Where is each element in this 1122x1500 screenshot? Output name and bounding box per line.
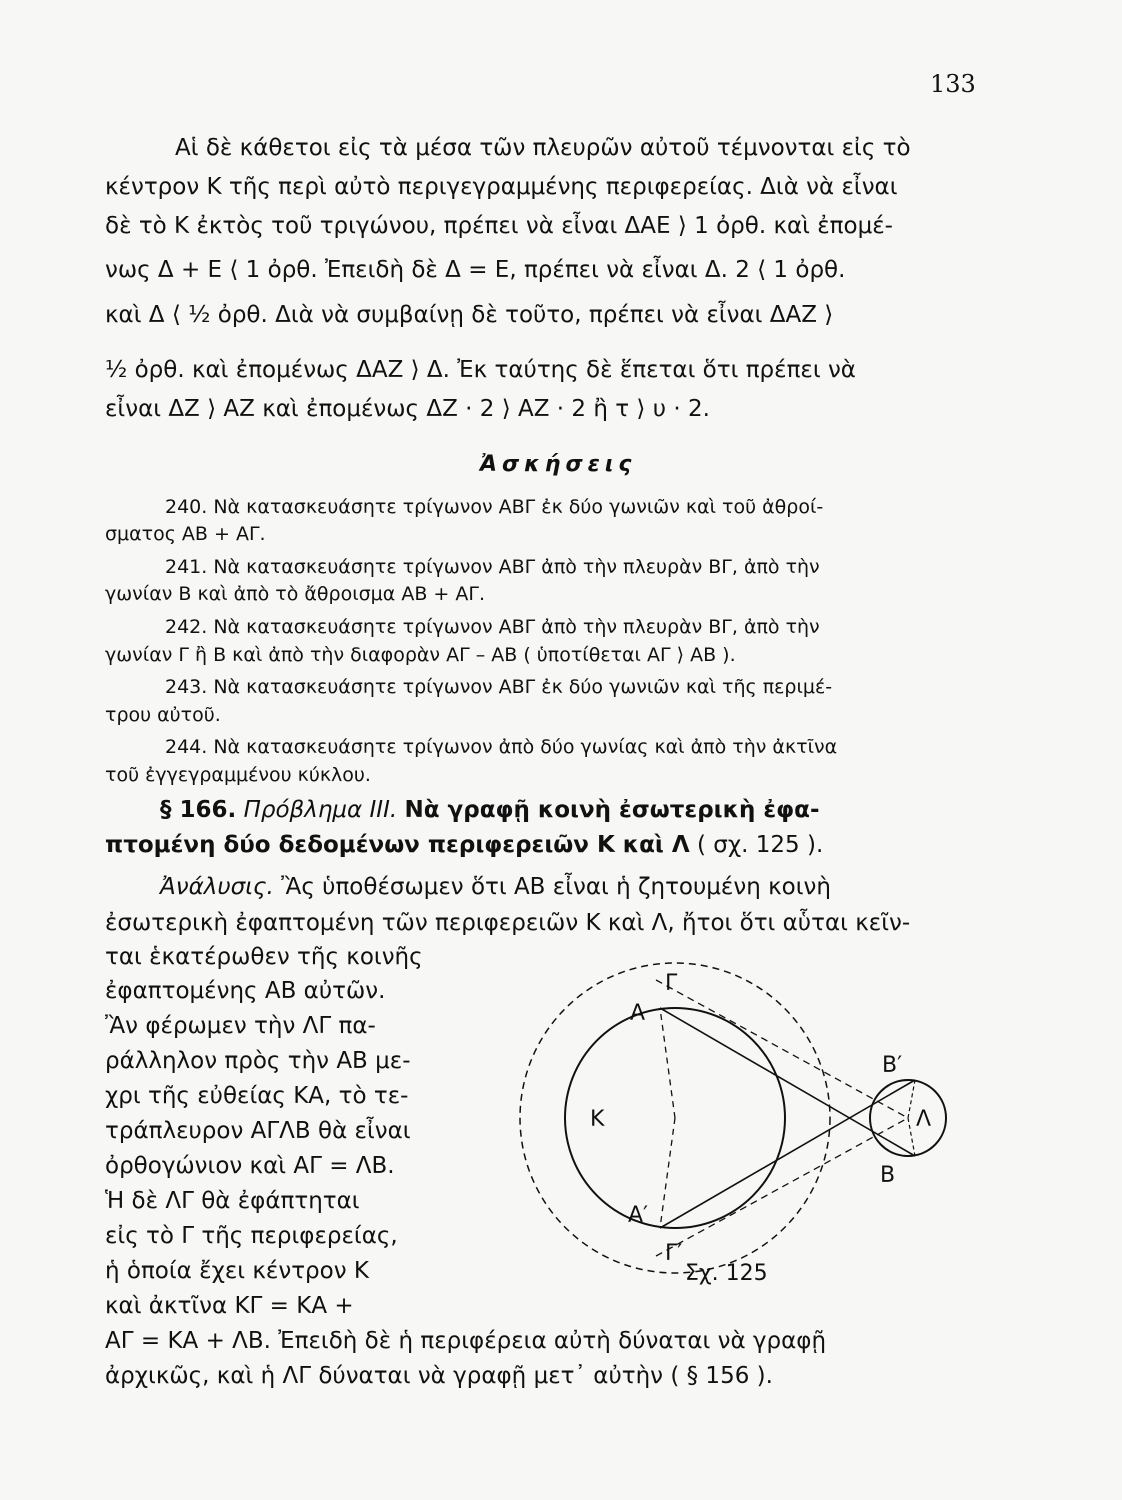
text-line-3: δὲ τὸ Κ ἐκτὸς τοῦ τριγώνου, πρέπει νὰ εἶναι ΔΑΕ ⟩ 1 ὀρθ. καὶ ἐπομέ- xyxy=(105,213,893,239)
label-a: Α xyxy=(630,1001,646,1026)
text-line-4: νως Δ + Ε ⟨ 1 ὀρθ. Ἐπειδὴ δὲ Δ = Ε, πρέπει νὰ εἶναι Δ. 2 ⟨ 1 ὀρθ. xyxy=(105,257,846,283)
page-number: 133 xyxy=(930,70,976,98)
exercise-line: 242. Νὰ κατασκευάσητε τρίγωνον ΑΒΓ ἀπὸ τὴν πλευρὰν ΒΓ, ἀπὸ τὴν xyxy=(165,616,820,638)
analysis-line: χρι τῆς εὐθείας ΚΑ, τὸ τε- xyxy=(105,1083,409,1109)
analysis-line: ΑΓ = ΚΑ + ΛΒ. Ἐπειδὴ δὲ ἡ περιφέρεια αὐτὴ δύναται νὰ γραφῇ xyxy=(105,1328,827,1354)
exercise-line: τρου αὐτοῦ. xyxy=(105,704,221,726)
exercise-line: γωνίαν Β καὶ ἀπὸ τὸ ἄθροισμα ΑΒ + ΑΓ. xyxy=(105,583,485,605)
analysis-line: ράλληλον πρὸς τὴν ΑΒ με- xyxy=(105,1048,411,1074)
line-gamma-prime-lambda xyxy=(656,1118,908,1256)
text-line-6: ½ ὀρθ. καὶ ἐπομένως ΔΑΖ ⟩ Δ. Ἐκ ταύτης δὲ ἕπεται ὅτι πρέπει νὰ xyxy=(105,357,856,383)
label-gamma-prime: Γ′ xyxy=(665,1241,683,1266)
analysis-line: ἐφαπτομένης ΑΒ αὐτῶν. xyxy=(105,978,386,1004)
label-b-prime: Β′ xyxy=(882,1053,903,1078)
label-k: Κ xyxy=(590,1107,605,1132)
analysis-line: Ἂν φέρωμεν τὴν ΛΓ πα- xyxy=(105,1013,376,1039)
text-line-2: κέντρον Κ τῆς περὶ αὐτὸ περιγεγραμμένης περιφερείας. Διὰ νὰ εἶναι xyxy=(105,174,898,200)
analysis-line: εἰς τὸ Γ τῆς περιφερείας, xyxy=(105,1223,398,1249)
problem-label: Πρόβλημα ΙΙΙ. xyxy=(243,797,398,823)
exercises-heading: Ἀσκήσεις xyxy=(480,452,637,477)
problem-title-ref: ( σχ. 125 ). xyxy=(697,832,824,858)
line-gamma-lambda xyxy=(656,980,908,1118)
analysis-label: Ἀνάλυσις. xyxy=(160,874,274,900)
analysis-line: τράπλευρον ΑΓΛΒ θὰ εἶναι xyxy=(105,1118,411,1144)
problem-heading-line-1 xyxy=(160,795,820,825)
text-line-7: εἶναι ΔΖ ⟩ ΑΖ καὶ ἐπομένως ΔΖ · 2 ⟩ ΑΖ · 2 ἢ τ ⟩ υ · 2. xyxy=(105,396,710,422)
problem-title-2: πτομένη δύο δεδομένων περιφερειῶν Κ καὶ Λ xyxy=(105,832,690,858)
exercise-line: 240. Νὰ κατασκευάσητε τρίγωνον ΑΒΓ ἐκ δύο γωνιῶν καὶ τοῦ ἀθροί- xyxy=(165,496,824,518)
analysis-line-1 xyxy=(160,872,831,902)
analysis-line: Ἡ δὲ ΛΓ θὰ ἐφάπτηται xyxy=(105,1188,360,1214)
analysis-line: ται ἑκατέρωθεν τῆς κοινῆς xyxy=(105,944,423,970)
tangent-a-prime-b-prime xyxy=(660,1080,915,1228)
figure-125 xyxy=(470,960,990,1290)
label-a-prime: Α′ xyxy=(628,1203,649,1228)
analysis-line: ὀρθογώνιον καὶ ΑΓ = ΛΒ. xyxy=(105,1153,395,1179)
label-b: Β xyxy=(880,1163,896,1188)
exercise-line: τοῦ ἐγγεγραμμένου κύκλου. xyxy=(105,764,371,786)
exercise-line: 243. Νὰ κατασκευάσητε τρίγωνον ΑΒΓ ἐκ δύο γωνιῶν καὶ τῆς περιμέ- xyxy=(165,676,833,698)
tangent-a-b xyxy=(660,1008,915,1156)
problem-number: § 166. xyxy=(160,797,237,823)
label-gamma: Γ xyxy=(665,971,678,996)
problem-title-1: Νὰ γραφῇ κοινὴ ἐσωτερικὴ ἐφα- xyxy=(404,797,820,823)
exercise-line: 244. Νὰ κατασκευάσητε τρίγωνον ἀπὸ δύο γωνίας καὶ ἀπὸ τὴν ἀκτῖνα xyxy=(165,736,838,758)
exercise-line: 241. Νὰ κατασκευάσητε τρίγωνον ΑΒΓ ἀπὸ τὴν πλευρὰν ΒΓ, ἀπὸ τὴν xyxy=(165,556,820,578)
text-line-1: Αἱ δὲ κάθετοι εἰς τὰ μέσα τῶν πλευρῶν αὐτοῦ τέμνονται εἰς τὸ xyxy=(175,135,911,161)
radius-lambda-b-prime xyxy=(908,1080,915,1118)
analysis-line: ἡ ὁποία ἔχει κέντρον Κ xyxy=(105,1258,369,1284)
text-line-5: καὶ Δ ⟨ ½ ὀρθ. Διὰ νὰ συμβαίνῃ δὲ τοῦτο, πρέπει νὰ εἶναι ΔΑΖ ⟩ xyxy=(105,302,834,328)
analysis-first-line: Ἂς ὑποθέσωμεν ὅτι ΑΒ εἶναι ἡ ζητουμένη κοινὴ xyxy=(281,874,831,900)
radius-k-a-prime xyxy=(660,1118,675,1228)
radius-lambda-b xyxy=(908,1118,915,1156)
exercise-line: γωνίαν Γ ἢ Β καὶ ἀπὸ τὴν διαφορὰν ΑΓ – ΑΒ ( ὑποτίθεται ΑΓ ⟩ ΑΒ ). xyxy=(105,644,736,666)
label-lambda: Λ xyxy=(916,1107,932,1132)
radius-k-a xyxy=(660,1008,675,1118)
analysis-line: ἀρχικῶς, καὶ ἡ ΛΓ δύναται νὰ γραφῇ μετ᾽ αὐτὴν ( § 156 ). xyxy=(105,1363,773,1389)
exercise-line: σματος ΑΒ + ΑΓ. xyxy=(105,523,266,545)
analysis-line: ἐσωτερικὴ ἐφαπτομένη τῶν περιφερειῶν Κ καὶ Λ, ἤτοι ὅτι αὗται κεῖν- xyxy=(105,910,911,936)
analysis-line: καὶ ἀκτῖνα ΚΓ = ΚΑ + xyxy=(105,1293,354,1319)
problem-heading-line-2 xyxy=(105,830,823,860)
figure-caption: Σχ. 125 xyxy=(685,1261,768,1286)
